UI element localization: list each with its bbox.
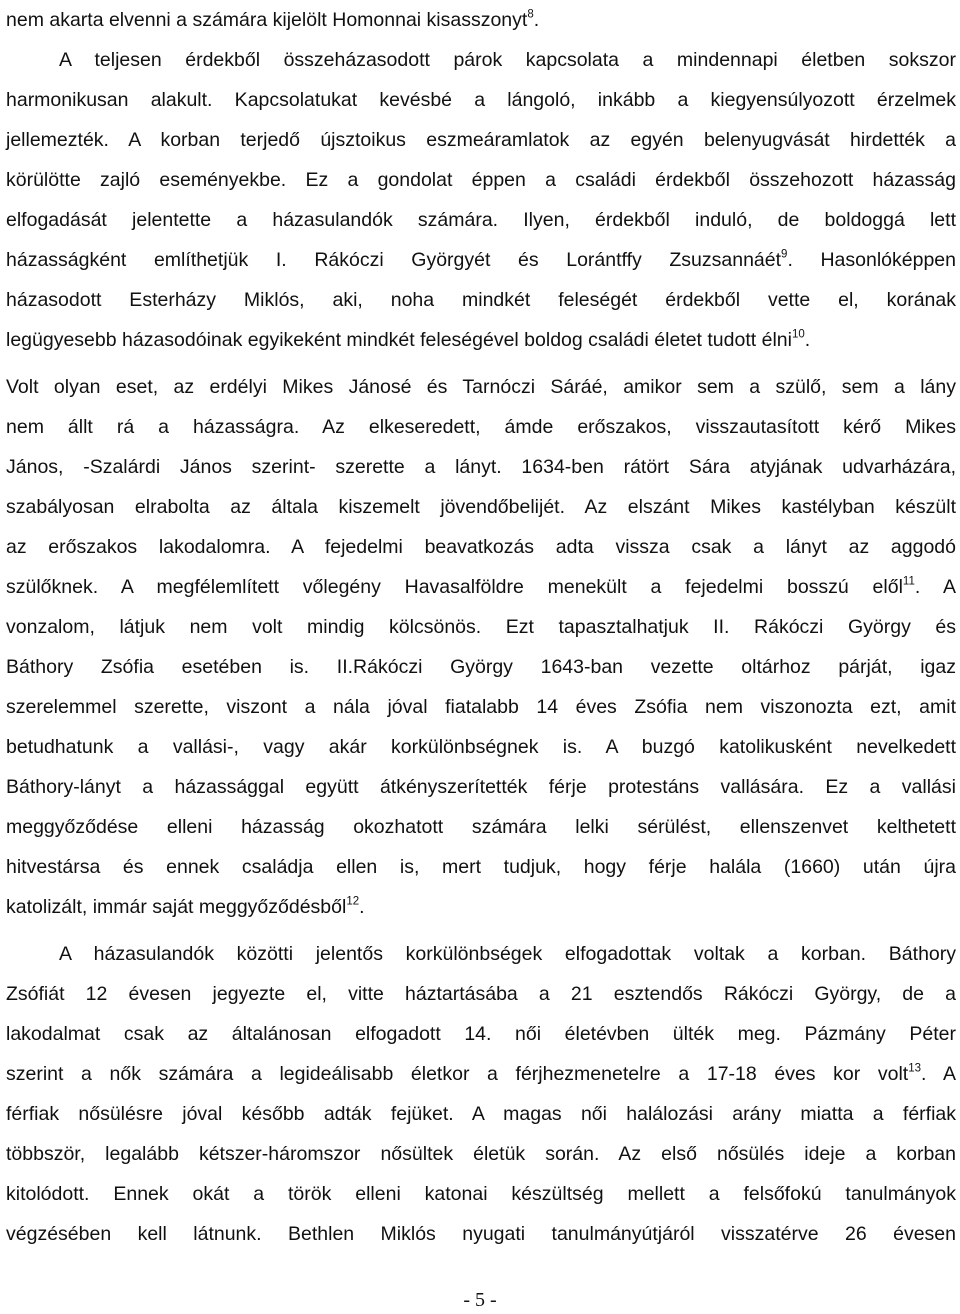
text-line: szerelemmel szerette, viszont a nála jóval fiatalabb 14 éves Zsófia nem viszonozta ezt, amit	[6, 696, 956, 718]
footnote-ref: 9	[781, 248, 788, 261]
footnote-ref: 8	[527, 8, 534, 21]
footnote-ref: 11	[902, 575, 915, 588]
text-line: hitvestársa és ennek családja ellen is, mert tudjuk, hogy férje halála (1660) után újra	[6, 856, 956, 878]
text-line: elfogadását jelentette a házasulandók számára. Ilyen, érdekből induló, de boldoggá lett	[6, 209, 956, 231]
text-line: Zsófiát 12 évesen jegyezte el, vitte háztartásába a 21 esztendős Rákóczi György, de a	[6, 983, 956, 1005]
text-line: nem akarta elvenni a számára kijelölt Homonnai kisasszonyt$^8$.	[6, 8, 540, 31]
text-line: házasodott Esterházy Miklós, aki, noha mindkét feleségét érdekből vette el, korának	[6, 289, 956, 311]
text-line: szülőknek. A megfélemlített vőlegény Havasalföldre menekült a fejedelmi bosszú elől$^{11}$. A	[6, 575, 956, 598]
text-line: szerint a nők számára a legideálisabb életkor a férjhezmenetelre a 17-18 éves kor volt$^{13}$. A	[6, 1062, 956, 1085]
text-line: harmonikusan alakult. Kapcsolatukat kevésbé a lángoló, inkább a kiegyensúlyozott érzelmek	[6, 89, 956, 111]
footnote-ref: 13	[908, 1062, 922, 1075]
text-line: Báthory Zsófia esetében is. II.Rákóczi György 1643-ban vezette oltárhoz párját, igaz	[6, 656, 956, 678]
text-line: nem állt rá a házasságra. Az elkeseredett, ámde erőszakos, visszautasított kérő Mikes	[6, 416, 956, 438]
text-line: többször, legalább kétszer-háromszor nősültek életük során. Az első nősülés ideje a korban	[6, 1143, 956, 1165]
text-line: végzésében kell látnunk. Bethlen Miklós nyugati tanulmányútjáról visszatérve 26 évesen	[6, 1223, 956, 1245]
text-line: szabályosan elrabolta az általa kiszemelt jövendőbelijét. Az elszánt Mikes kastélyban készült	[6, 496, 956, 518]
text-line: jellemezték. A korban terjedő újsztoikus eszmeáramlatok az egyén belenyugvását hirdették a	[6, 129, 956, 151]
text-line: betudhatunk a vallási-, vagy akár korkülönbségnek is. A buzgó katolikusként nevelkedett	[6, 736, 956, 758]
footnote-ref: 10	[791, 328, 805, 341]
text-line: legügyesebb házasodóinak egyikeként mindkét feleségével boldog családi életet tudott élni$^{10}$.	[6, 328, 811, 351]
text-line: János, -Szalárdi János szerint- szerette a lányt. 1634-ben rátört Sára atyjának udvarházára,	[6, 456, 956, 478]
text-line: vonzalom, látjuk nem volt mindig kölcsönös. Ezt tapasztalhatjuk II. Rákóczi György és	[6, 616, 956, 638]
text-line: lakodalmat csak az általánosan elfogadott 14. női életévben ülték meg. Pázmány Péter	[6, 1023, 956, 1045]
text-line: házasságként említhetjük I. Rákóczi Györgyét és Lorántffy Zsuzsannáét$^9$. Hasonlóképpen	[6, 248, 956, 271]
text-line: körülötte zajló eseményekbe. Ez a gondolat éppen a családi érdekből összehozott házasság	[6, 169, 956, 191]
text-line: A teljesen érdekből összeházasodott párok kapcsolata a mindennapi életben sokszor	[59, 49, 956, 71]
text-line: meggyőződése elleni házasság okozhatott számára lelki sérülést, ellenszenvet kelthetett	[6, 816, 956, 838]
page-number: - 5 -	[463, 1289, 497, 1311]
text-line: Volt olyan eset, az erdélyi Mikes Jánosé és Tarnóczi Sáráé, amikor sem a szülő, sem a lány	[6, 376, 956, 398]
footnote-ref: 12	[346, 895, 360, 908]
text-line: Báthory-lányt a házassággal együtt átkényszerítették férje protestáns vallására. Ez a vallási	[6, 776, 956, 798]
text-line: az erőszakos lakodalomra. A fejedelmi beavatkozás adta vissza csak a lányt az aggodó	[6, 536, 956, 558]
text-line: katolizált, immár saját meggyőződésből$^{12}$.	[6, 895, 365, 918]
text-line: A házasulandók közötti jelentős korkülönbségek elfogadottak voltak a korban. Báthory	[59, 943, 956, 965]
text-line: férfiak nősülésre jóval később adták fejüket. A magas női halálozási arány miatta a férfiak	[6, 1103, 956, 1125]
text-line: kitolódott. Ennek okát a török elleni katonai készültség mellett a felsőfokú tanulmányok	[6, 1183, 956, 1205]
